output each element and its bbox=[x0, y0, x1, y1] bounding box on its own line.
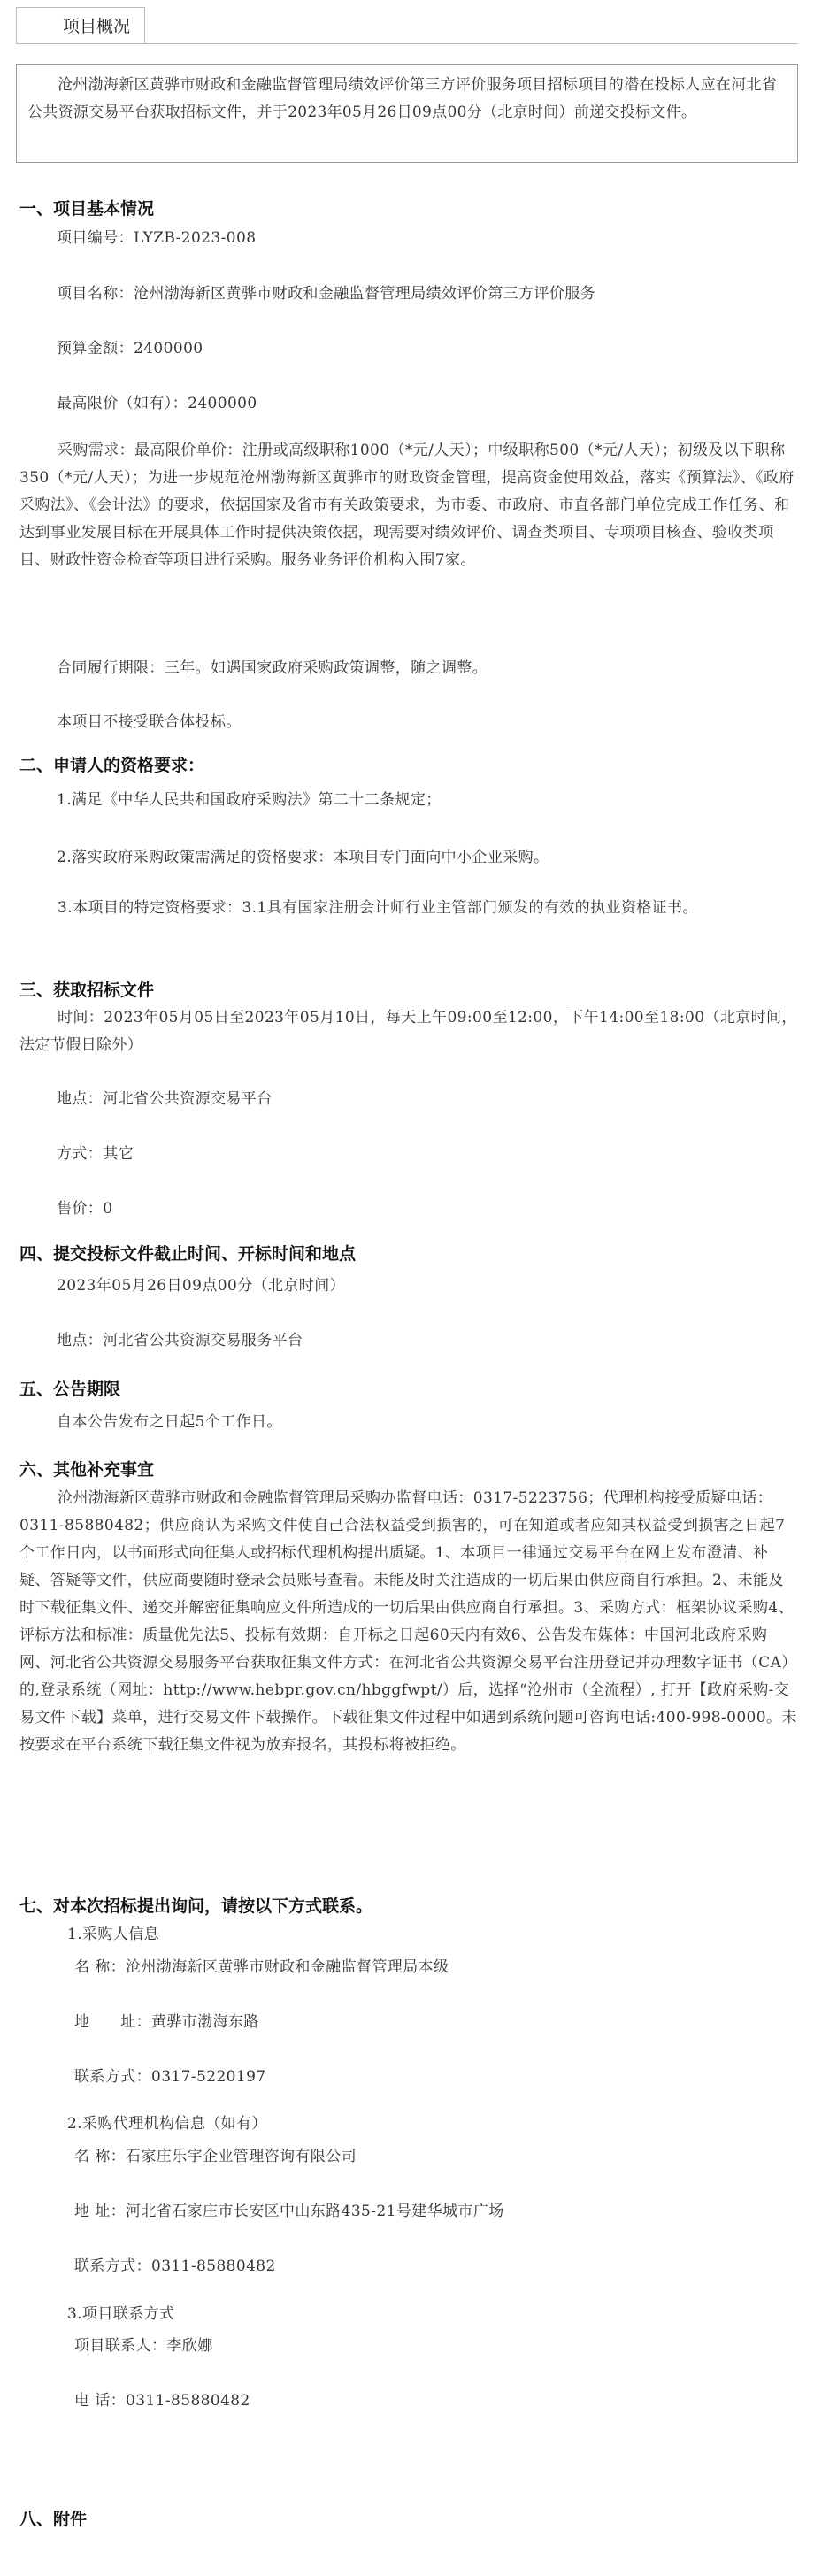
section-4-heading: 四、提交投标文件截止时间、开标时间和地点 bbox=[19, 1244, 357, 1264]
obtain-time: 时间：2023年05月05日至2023年05月10日，每天上午09:00至12:00，下午14:00至18:00（北京时间，法定节假日除外） bbox=[19, 1009, 797, 1054]
overview-tab[interactable]: 项目概况 bbox=[16, 7, 145, 44]
max-price: 最高限价（如有）：2400000 bbox=[57, 395, 257, 412]
contact-person: 项目联系人：李欣娜 bbox=[74, 2337, 213, 2355]
contract-term: 合同履行期限：三年。如遇国家政府采购政策调整，随之调整。 bbox=[57, 659, 488, 677]
section-6-heading: 六、其他补充事宜 bbox=[19, 1460, 155, 1480]
section-7-heading: 七、对本次招标提出询问，请按以下方式联系。 bbox=[19, 1896, 373, 1916]
section-1-heading: 一、项目基本情况 bbox=[19, 199, 155, 219]
section-3-heading: 三、获取招标文件 bbox=[19, 980, 155, 1000]
deadline-time: 2023年05月26日09点00分（北京时间） bbox=[57, 1277, 345, 1295]
project-number: 项目编号：LYZB-2023-008 bbox=[57, 229, 257, 247]
obtain-method: 方式：其它 bbox=[57, 1145, 134, 1163]
buyer-info-title: 1.采购人信息 bbox=[67, 1926, 160, 1943]
supplementary-info: 沧州渤海新区黄骅市财政和金融监督管理局采购办监督电话：0317-5223756；代理机构接受质疑电话：0311-85880482；供应商认为采购文件使自己合法权益受到损害的，可在知道或者应知其权益受到损害之日起7个工作日内，以书面形式向征集人或招标代理机构提出质疑。1、本项目一律通过交易平台在网上发布澄清、补疑、答疑等文件，供应商要随时登录会员账号查看。未能及时关注造成的一切后果由供应商自行承担。2、未能及时下载征集文件、递交并解密征集响应文件所造成的一切后果由供应商自行承担。3、采购方式：框架协议采购4、评标方法和标准：质量优先法5、投标有效期：自开标之日起60天内有效6、公告发布媒体：中国河北政府采购网、河北省公共资源交易服务平台获取征集文件方式：在河北省公共资源交易平台注册登记并办理数字证书（CA）的,登录系统（网址：http://www.hebpr.gov.cn/hbggfwpt/）后，选择“沧州市（全流程）, 打开【政府采购-交易文件下载】菜单，进行交易文件下载操作。下载征集文件过程中如遇到系统问题可咨询电话:400-998-0000。未按要求在平台系统下载征集文件视为放弃报名，其投标将被拒绝。 bbox=[19, 1489, 797, 1754]
project-name: 项目名称：沧州渤海新区黄骅市财政和金融监督管理局绩效评价第三方评价服务 bbox=[57, 285, 595, 303]
agent-phone: 联系方式：0311-85880482 bbox=[74, 2257, 276, 2275]
tab-divider bbox=[16, 43, 798, 44]
section-2-heading: 二、申请人的资格要求： bbox=[19, 756, 205, 775]
deadline-place: 地点：河北省公共资源交易服务平台 bbox=[57, 1332, 303, 1350]
contact-info-title: 3.项目联系方式 bbox=[67, 2305, 175, 2323]
consortium-note: 本项目不接受联合体投标。 bbox=[57, 713, 242, 731]
buyer-address: 地 址：黄骅市渤海东路 bbox=[74, 2013, 259, 2031]
notice-summary: 沧州渤海新区黄骅市财政和金融监督管理局绩效评价第三方评价服务项目招标项目的潜在投标人应在河北省公共资源交易平台获取招标文件，并于2023年05月26日09点00分（北京时间）前递交投标文件。 bbox=[16, 64, 798, 163]
obtain-place: 地点：河北省公共资源交易平台 bbox=[57, 1090, 273, 1108]
procurement-demand: 采购需求：最高限价单价：注册或高级职称1000（*元/人天）；中级职称500（*元/人天）；初级及以下职称350（*元/人天）；为进一步规范沧州渤海新区黄骅市的财政资金管理，提高资金使用效益，落实《预算法》、《政府采购法》、《会计法》的要求，依据国家及省市有关政策要求，为市委、市政府、市直各部门单位完成工作任务、和达到事业发展目标在开展具体工作时提供决策依据，现需要对绩效评价、调查类项目、专项项目核查、验收类项目、财政性资金检查等项目进行采购。服务业务评价机构入围7家。 bbox=[19, 442, 795, 569]
section-5-heading: 五、公告期限 bbox=[19, 1380, 121, 1399]
notice-period: 自本公告发布之日起5个工作日。 bbox=[57, 1413, 282, 1431]
agent-name: 名 称：石家庄乐宇企业管理咨询有限公司 bbox=[74, 2148, 357, 2165]
buyer-name: 名 称：沧州渤海新区黄骅市财政和金融监督管理局本级 bbox=[74, 1958, 449, 1976]
budget-amount: 预算金额：2400000 bbox=[57, 340, 204, 358]
qualification-1: 1.满足《中华人民共和国政府采购法》第二十二条规定； bbox=[57, 791, 442, 809]
section-8-heading: 八、附件 bbox=[19, 2510, 88, 2529]
qualification-3: 3.本项目的特定资格要求：3.1具有国家注册会计师行业主管部门颁发的有效的执业资格证书。 bbox=[58, 899, 698, 917]
buyer-phone: 联系方式：0317-5220197 bbox=[74, 2068, 266, 2086]
agent-info-title: 2.采购代理机构信息（如有） bbox=[67, 2115, 267, 2133]
contact-phone: 电 话：0311-85880482 bbox=[74, 2392, 250, 2410]
agent-address: 地 址：河北省石家庄市长安区中山东路435-21号建华城市广场 bbox=[74, 2203, 504, 2220]
document-price: 售价：0 bbox=[57, 1200, 113, 1218]
qualification-2: 2.落实政府采购政策需满足的资格要求：本项目专门面向中小企业采购。 bbox=[57, 849, 549, 866]
